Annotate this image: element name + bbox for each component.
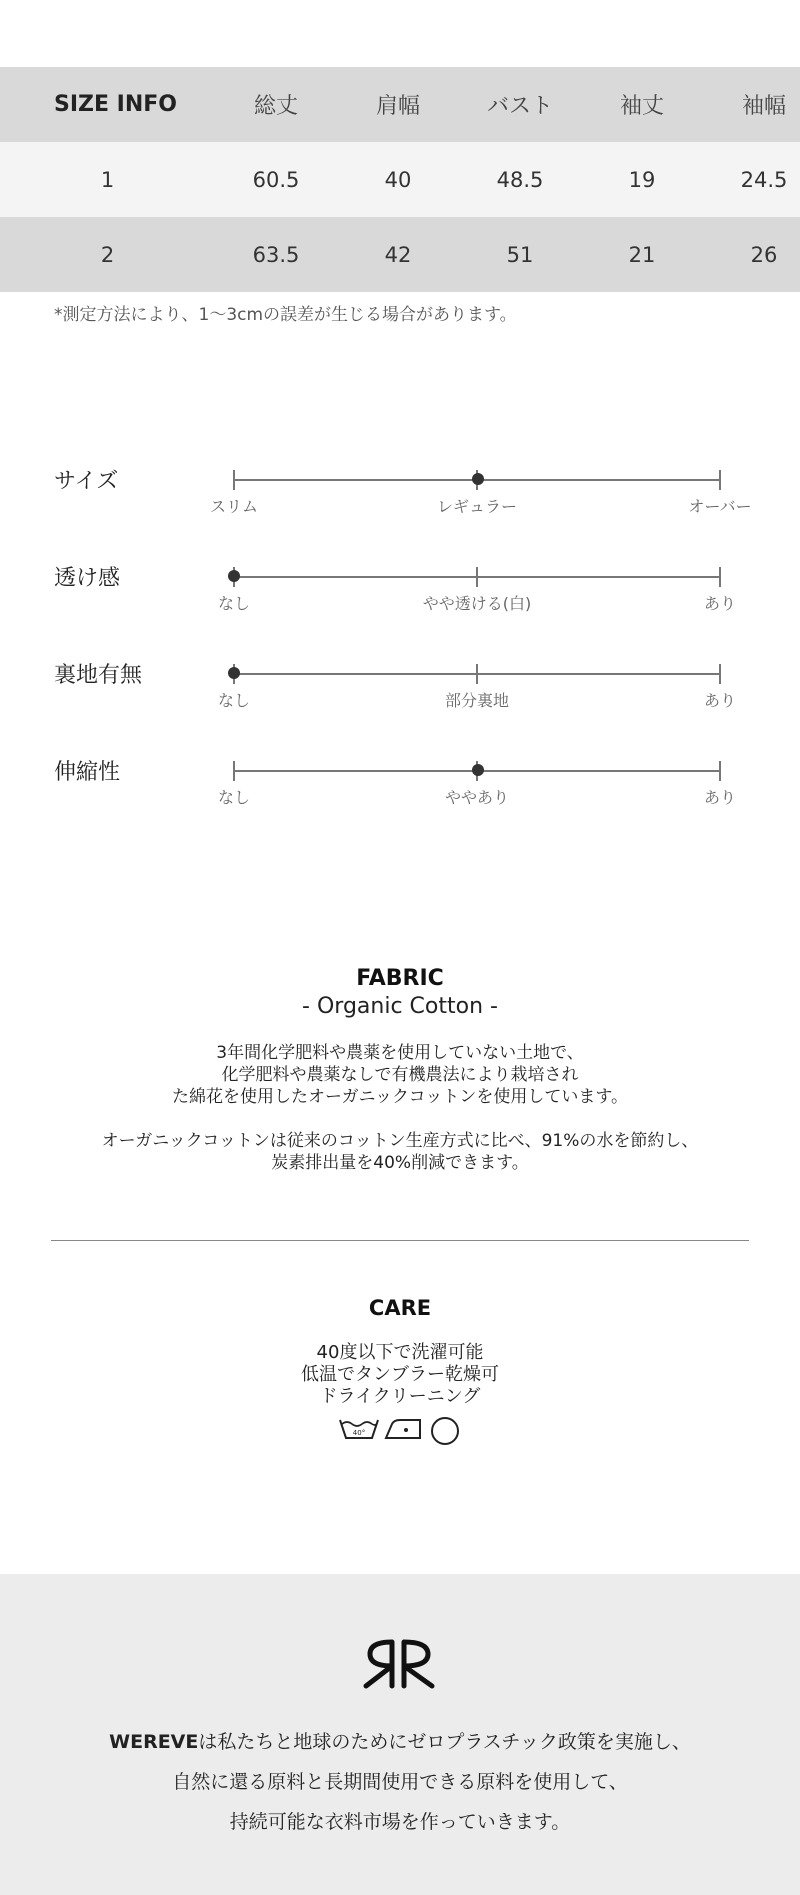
fabric-paragraph-1 (0, 1042, 800, 1108)
table-row (0, 142, 800, 217)
rating-label: 伸縮性 (54, 760, 121, 785)
header-length: 総丈 (253, 94, 298, 119)
rating-tick (233, 761, 235, 781)
header-sleeve-length: 袖丈 (619, 94, 664, 119)
table-row (0, 217, 800, 292)
footer-text: は私たちと地球のためにゼロプラスチック政策を実施し、 (198, 1731, 691, 1753)
rating-option: 部分裏地 (444, 691, 510, 710)
rating-size (0, 464, 800, 544)
rating-tick (719, 470, 721, 490)
wereve-logo-icon (352, 1636, 448, 1692)
text-line: 低温でタンブラー乾燥可 (301, 1364, 499, 1385)
care-instructions (0, 1342, 800, 1408)
table-cell: 63.5 (252, 242, 300, 267)
rating-option: あり (703, 594, 737, 613)
care-title: CARE (368, 1296, 432, 1320)
footer-line-1 (0, 1727, 800, 1754)
rating-label: サイズ (54, 469, 119, 494)
table-cell: 24.5 (740, 167, 788, 192)
rating-option: レギュラー (436, 497, 518, 516)
text-line: 3年間化学肥料や農薬を使用していない土地で、 (216, 1043, 584, 1063)
measurement-note: *測定方法により、1〜3cmの誤差が生じる場合があります。 (54, 305, 517, 325)
text-line: た綿花を使用したオーガニックコットンを使用しています。 (172, 1087, 628, 1107)
text-line: 40度以下で洗濯可能 (316, 1342, 484, 1363)
text-line: オーガニックコットンは従来のコットン生産方式に比べ、91%の水を節約し、 (101, 1131, 699, 1151)
rating-marker (472, 764, 484, 776)
size-table-header (0, 67, 800, 142)
rating-tick (719, 761, 721, 781)
brand-name: WEREVE (109, 1731, 199, 1753)
rating-tick (233, 470, 235, 490)
table-cell: 19 (628, 167, 656, 192)
table-cell: 51 (506, 242, 534, 267)
text-line: ドライクリーニング (319, 1386, 481, 1407)
table-cell: 40 (384, 167, 412, 192)
footer-line-3: 持続可能な衣料市場を作っていきます。 (229, 1811, 571, 1833)
rating-tick (719, 567, 721, 587)
table-cell: 42 (384, 242, 412, 267)
footer (0, 1574, 800, 1895)
header-shoulder: 肩幅 (375, 94, 420, 119)
care-icons (338, 1416, 462, 1446)
rating-label: 透け感 (54, 566, 121, 591)
rating-tick (476, 567, 478, 587)
rating-option: なし (217, 691, 251, 710)
rating-marker (228, 667, 240, 679)
wash-temp-label: 40° (352, 1429, 366, 1437)
fabric-paragraph-2 (0, 1130, 800, 1174)
rating-transparency (0, 561, 800, 641)
rating-option: ややあり (444, 788, 510, 807)
table-cell: 21 (628, 242, 656, 267)
fabric-subtitle: - Organic Cotton - (302, 994, 498, 1019)
section-divider (51, 1240, 749, 1241)
header-size-info: SIZE INFO (54, 92, 177, 117)
table-cell: 60.5 (252, 167, 300, 192)
table-cell: 26 (750, 242, 778, 267)
wash-40-icon (338, 1416, 380, 1442)
rating-lining (0, 658, 800, 738)
text-line: 化学肥料や農薬なしで有機農法により栽培され (221, 1065, 579, 1085)
rating-tick (476, 664, 478, 684)
table-cell: 48.5 (496, 167, 544, 192)
rating-marker (472, 473, 484, 485)
footer-line-2: 自然に還る原料と長期間使用できる原料を使用して、 (172, 1771, 628, 1793)
rating-option: あり (703, 691, 737, 710)
rating-option: あり (703, 788, 737, 807)
dry-clean-icon (430, 1416, 460, 1446)
size-cell: 2 (100, 242, 115, 267)
rating-option: なし (217, 594, 251, 613)
text-line: 炭素排出量を40%削減できます。 (271, 1153, 529, 1173)
fabric-title: FABRIC (356, 966, 444, 991)
rating-option: やや透ける(白) (422, 594, 532, 613)
rating-option: スリム (209, 497, 259, 516)
rating-tick (719, 664, 721, 684)
rating-option: なし (217, 788, 251, 807)
rating-marker (228, 570, 240, 582)
size-cell: 1 (100, 167, 115, 192)
rating-stretch (0, 755, 800, 835)
header-bust: バスト (486, 94, 553, 119)
rating-label: 裏地有無 (54, 663, 143, 688)
rating-option: オーバー (688, 497, 752, 516)
iron-low-icon (382, 1416, 424, 1442)
header-sleeve-width: 袖幅 (741, 94, 786, 119)
size-table (0, 67, 800, 292)
